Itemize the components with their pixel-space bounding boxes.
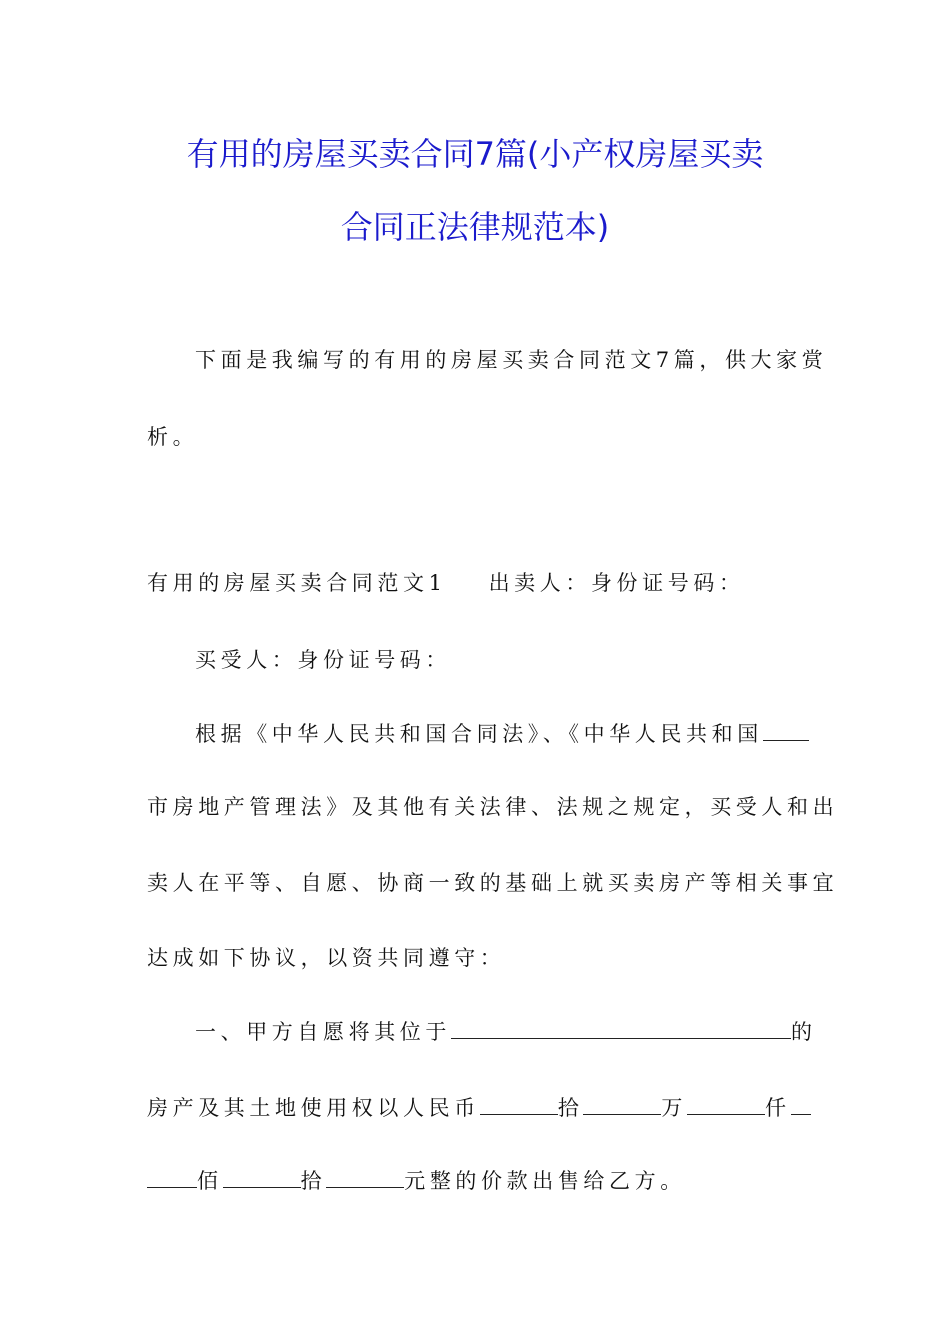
amount-blank-4a <box>791 1092 811 1115</box>
clause-1-line-2-start: 房产及其土地使用权以人民币 <box>147 1096 480 1120</box>
basis-line-1-text: 根据《中华人民共和国合同法》、《中华人民共和国 <box>195 722 763 746</box>
section-heading-row <box>147 568 745 598</box>
document-title-line-2: 合同正法律规范本) <box>340 208 610 246</box>
unit-wan: 万 <box>661 1096 688 1120</box>
clause-1-line-3-end: 元整的价款出售给乙方。 <box>404 1169 686 1193</box>
unit-qian: 仟 <box>765 1096 791 1120</box>
basis-line-2: 市房地产管理法》及其他有关法律、法规之规定，买受人和出 <box>147 795 839 819</box>
amount-blank-4b <box>147 1165 197 1188</box>
clause-1-line-1-end: 的 <box>791 1020 817 1044</box>
amount-blank-2 <box>583 1092 661 1115</box>
basis-line-3: 卖人在平等、自愿、协商一致的基础上就买卖房产等相关事宜 <box>147 871 839 895</box>
clause-1-line-2 <box>147 1092 811 1123</box>
seller-label: 出卖人：身份证号码： <box>488 571 745 595</box>
clause-1-line-1 <box>195 1016 817 1047</box>
clause-1-line-1-start: 一、甲方自愿将其位于 <box>195 1020 451 1044</box>
section-heading: 有用的房屋买卖合同范文1 <box>147 571 447 595</box>
unit-shi-2: 拾 <box>300 1169 327 1193</box>
unit-shi-1: 拾 <box>557 1096 584 1120</box>
basis-line-4: 达成如下协议，以资共同遵守： <box>147 946 506 970</box>
city-blank <box>763 718 809 741</box>
amount-blank-3 <box>687 1092 765 1115</box>
amount-blank-1 <box>480 1092 558 1115</box>
location-blank <box>451 1016 791 1039</box>
document-title-line-1: 有用的房屋买卖合同7篇(小产权房屋买卖 <box>186 135 764 173</box>
basis-line-1 <box>195 718 809 749</box>
intro-paragraph-line-1: 下面是我编写的有用的房屋买卖合同范文7篇，供大家赏 <box>195 348 828 372</box>
clause-1-line-3 <box>147 1165 686 1196</box>
amount-blank-6 <box>326 1165 404 1188</box>
amount-blank-5 <box>223 1165 301 1188</box>
unit-bai: 佰 <box>197 1169 223 1193</box>
buyer-label: 买受人：身份证号码： <box>195 648 451 672</box>
intro-paragraph-line-2: 析。 <box>147 425 199 449</box>
